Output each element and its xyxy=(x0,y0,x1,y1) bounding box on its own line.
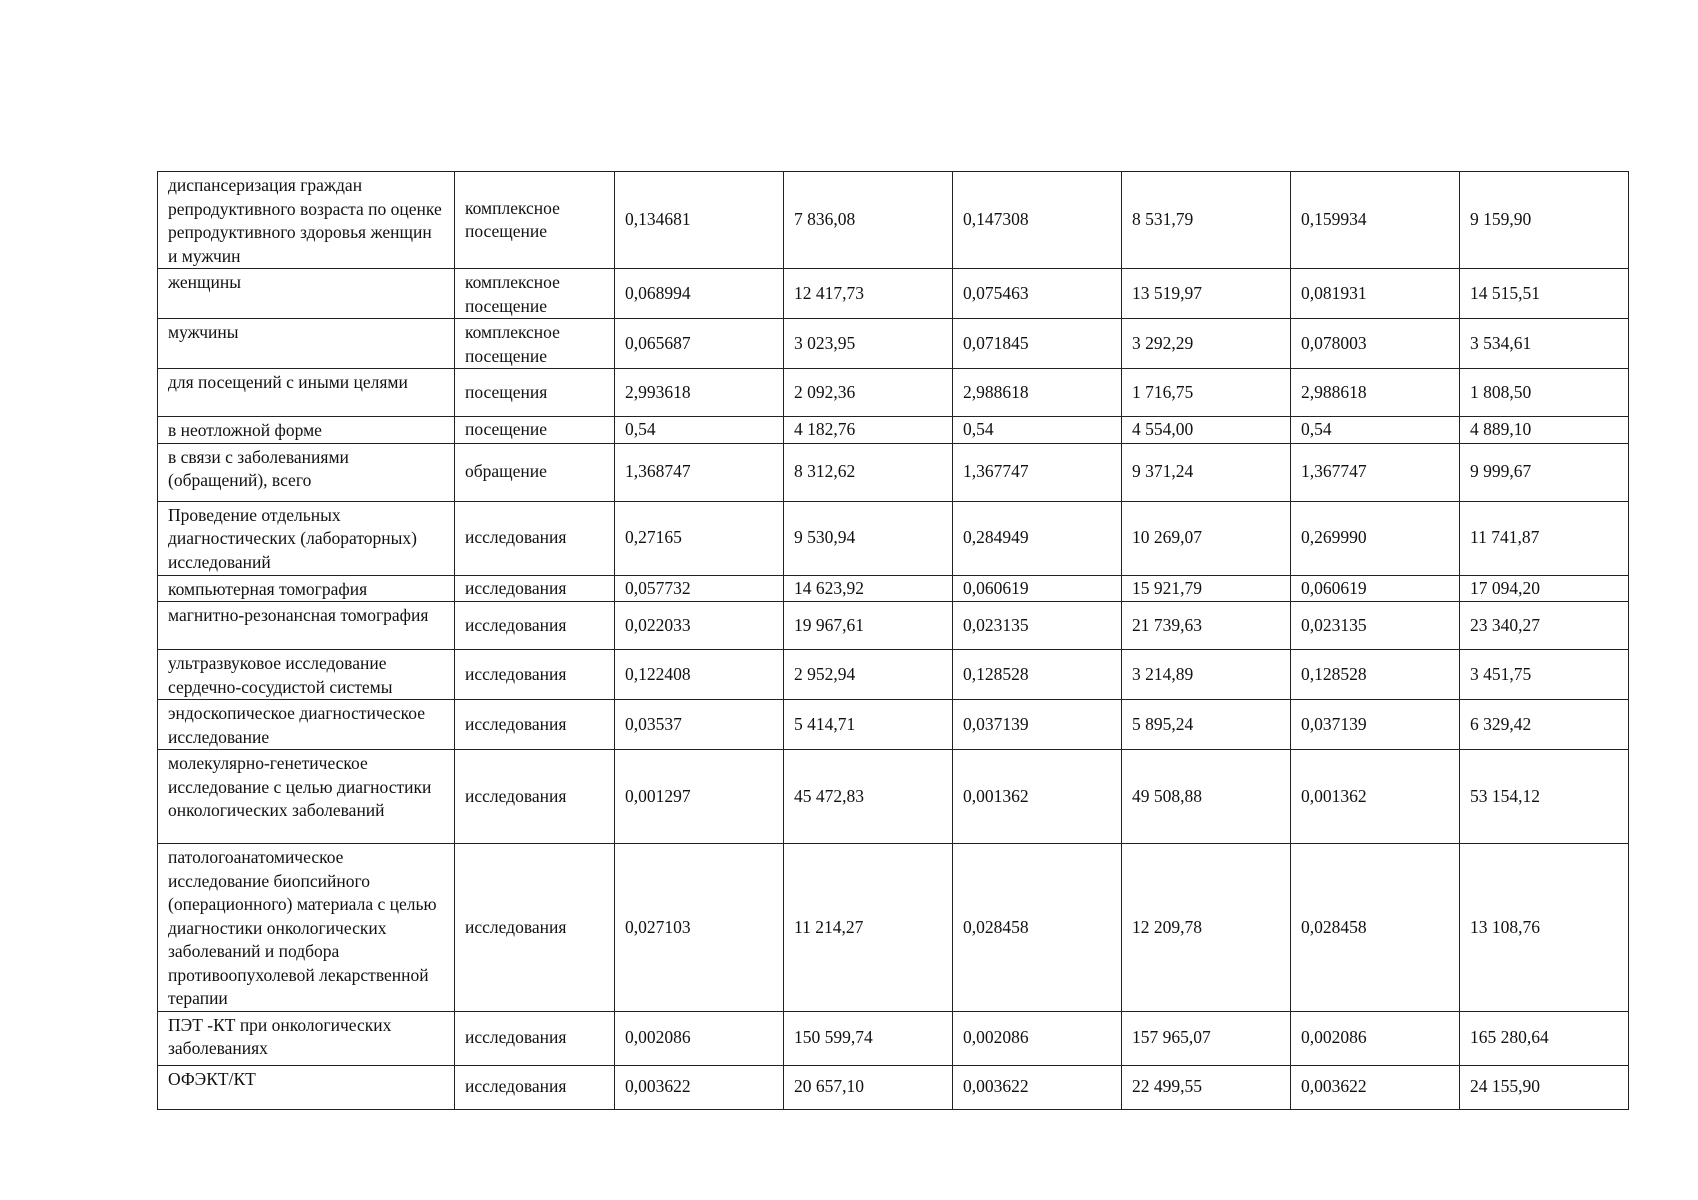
row-value-cell: 3 214,89 xyxy=(1122,650,1291,700)
row-value-cell: 0,028458 xyxy=(1291,844,1460,1012)
row-unit-cell: посещения xyxy=(455,369,615,417)
row-value-cell: 0,03537 xyxy=(615,700,784,750)
row-value-cell: 45 472,83 xyxy=(784,750,953,844)
row-value-cell: 0,269990 xyxy=(1291,501,1460,575)
row-name-cell: магнитно-резонансная томография xyxy=(158,602,455,650)
row-name-cell: ультразвуковое исследование сердечно-сосудистой системы xyxy=(158,650,455,700)
row-value-cell: 2,993618 xyxy=(615,369,784,417)
row-name-cell: Проведение отдельных диагностических (лабораторных) исследований xyxy=(158,501,455,575)
row-value-cell: 13 108,76 xyxy=(1460,844,1629,1012)
data-table xyxy=(157,171,1629,1110)
row-name-cell: эндоскопическое диагностическое исследование xyxy=(158,700,455,750)
row-value-cell: 14 515,51 xyxy=(1460,269,1629,319)
row-value-cell: 0,128528 xyxy=(953,650,1122,700)
row-value-cell: 0,060619 xyxy=(1291,575,1460,602)
table-row xyxy=(158,575,1629,602)
row-value-cell: 3 292,29 xyxy=(1122,319,1291,369)
row-value-cell: 0,134681 xyxy=(615,172,784,269)
row-value-cell: 0,078003 xyxy=(1291,319,1460,369)
row-value-cell: 15 921,79 xyxy=(1122,575,1291,602)
row-value-cell: 0,003622 xyxy=(953,1065,1122,1109)
row-unit-cell: исследования xyxy=(455,575,615,602)
row-value-cell: 7 836,08 xyxy=(784,172,953,269)
row-value-cell: 1,368747 xyxy=(615,443,784,501)
row-value-cell: 0,023135 xyxy=(1291,602,1460,650)
table-row xyxy=(158,319,1629,369)
row-value-cell: 0,003622 xyxy=(1291,1065,1460,1109)
table-row xyxy=(158,750,1629,844)
row-value-cell: 0,54 xyxy=(953,417,1122,444)
table-row xyxy=(158,172,1629,269)
table-row xyxy=(158,269,1629,319)
row-name-cell: диспансеризация граждан репродуктивного возраста по оценке репродуктивного здоровья женщин и мужчин xyxy=(158,172,455,269)
table-body xyxy=(158,172,1629,1110)
row-name-cell: ПЭТ -КТ при онкологических заболеваниях xyxy=(158,1011,455,1065)
row-value-cell: 0,147308 xyxy=(953,172,1122,269)
row-value-cell: 0,122408 xyxy=(615,650,784,700)
row-value-cell: 49 508,88 xyxy=(1122,750,1291,844)
row-value-cell: 11 214,27 xyxy=(784,844,953,1012)
row-value-cell: 9 371,24 xyxy=(1122,443,1291,501)
table-row xyxy=(158,650,1629,700)
row-name-cell: ОФЭКТ/КТ xyxy=(158,1065,455,1109)
row-unit-cell: комплексное посещение xyxy=(455,269,615,319)
row-value-cell: 11 741,87 xyxy=(1460,501,1629,575)
row-value-cell: 5 414,71 xyxy=(784,700,953,750)
row-value-cell: 0,002086 xyxy=(1291,1011,1460,1065)
row-value-cell: 0,002086 xyxy=(615,1011,784,1065)
row-value-cell: 2,988618 xyxy=(953,369,1122,417)
row-value-cell: 0,068994 xyxy=(615,269,784,319)
row-value-cell: 14 623,92 xyxy=(784,575,953,602)
row-value-cell: 21 739,63 xyxy=(1122,602,1291,650)
row-value-cell: 1,367747 xyxy=(953,443,1122,501)
row-name-cell: компьютерная томография xyxy=(158,575,455,602)
row-value-cell: 53 154,12 xyxy=(1460,750,1629,844)
row-unit-cell: обращение xyxy=(455,443,615,501)
row-value-cell: 9 999,67 xyxy=(1460,443,1629,501)
row-value-cell: 0,028458 xyxy=(953,844,1122,1012)
row-value-cell: 20 657,10 xyxy=(784,1065,953,1109)
row-name-cell: женщины xyxy=(158,269,455,319)
row-unit-cell: исследования xyxy=(455,1011,615,1065)
row-value-cell: 6 329,42 xyxy=(1460,700,1629,750)
row-unit-cell: исследования xyxy=(455,501,615,575)
table-row xyxy=(158,369,1629,417)
row-value-cell: 0,001362 xyxy=(953,750,1122,844)
row-value-cell: 4 554,00 xyxy=(1122,417,1291,444)
row-value-cell: 1,367747 xyxy=(1291,443,1460,501)
row-value-cell: 19 967,61 xyxy=(784,602,953,650)
row-value-cell: 0,001362 xyxy=(1291,750,1460,844)
row-unit-cell: исследования xyxy=(455,750,615,844)
table-row xyxy=(158,602,1629,650)
row-name-cell: мужчины xyxy=(158,319,455,369)
row-value-cell: 9 159,90 xyxy=(1460,172,1629,269)
row-value-cell: 3 023,95 xyxy=(784,319,953,369)
row-value-cell: 0,037139 xyxy=(953,700,1122,750)
row-value-cell: 24 155,90 xyxy=(1460,1065,1629,1109)
row-value-cell: 17 094,20 xyxy=(1460,575,1629,602)
row-value-cell: 0,128528 xyxy=(1291,650,1460,700)
row-value-cell: 1 808,50 xyxy=(1460,369,1629,417)
row-value-cell: 8 312,62 xyxy=(784,443,953,501)
row-value-cell: 0,002086 xyxy=(953,1011,1122,1065)
row-value-cell: 0,001297 xyxy=(615,750,784,844)
row-unit-cell: исследования xyxy=(455,1065,615,1109)
row-value-cell: 0,065687 xyxy=(615,319,784,369)
row-value-cell: 150 599,74 xyxy=(784,1011,953,1065)
row-value-cell: 0,003622 xyxy=(615,1065,784,1109)
row-value-cell: 4 889,10 xyxy=(1460,417,1629,444)
row-value-cell: 0,159934 xyxy=(1291,172,1460,269)
row-value-cell: 2 952,94 xyxy=(784,650,953,700)
row-value-cell: 22 499,55 xyxy=(1122,1065,1291,1109)
row-value-cell: 3 451,75 xyxy=(1460,650,1629,700)
row-value-cell: 2 092,36 xyxy=(784,369,953,417)
row-name-cell: для посещений с иными целями xyxy=(158,369,455,417)
row-unit-cell: исследования xyxy=(455,650,615,700)
row-value-cell: 2,988618 xyxy=(1291,369,1460,417)
row-value-cell: 3 534,61 xyxy=(1460,319,1629,369)
row-value-cell: 0,27165 xyxy=(615,501,784,575)
row-value-cell: 4 182,76 xyxy=(784,417,953,444)
row-value-cell: 0,075463 xyxy=(953,269,1122,319)
row-unit-cell: исследования xyxy=(455,844,615,1012)
row-value-cell: 0,081931 xyxy=(1291,269,1460,319)
row-value-cell: 0,284949 xyxy=(953,501,1122,575)
row-value-cell: 5 895,24 xyxy=(1122,700,1291,750)
row-value-cell: 0,071845 xyxy=(953,319,1122,369)
table-row xyxy=(158,1011,1629,1065)
row-value-cell: 0,027103 xyxy=(615,844,784,1012)
row-value-cell: 0,022033 xyxy=(615,602,784,650)
row-value-cell: 0,023135 xyxy=(953,602,1122,650)
row-value-cell: 23 340,27 xyxy=(1460,602,1629,650)
row-name-cell: в неотложной форме xyxy=(158,417,455,444)
row-value-cell: 165 280,64 xyxy=(1460,1011,1629,1065)
row-unit-cell: комплексное посещение xyxy=(455,172,615,269)
table-row xyxy=(158,443,1629,501)
row-unit-cell: исследования xyxy=(455,602,615,650)
row-value-cell: 8 531,79 xyxy=(1122,172,1291,269)
table-row xyxy=(158,1065,1629,1109)
row-value-cell: 12 417,73 xyxy=(784,269,953,319)
row-value-cell: 13 519,97 xyxy=(1122,269,1291,319)
row-value-cell: 9 530,94 xyxy=(784,501,953,575)
row-name-cell: патологоанатомическое исследование биопсийного (операционного) материала с целью диагностики онкологических заболеваний и подбора противоопухолевой лекарственной терапии xyxy=(158,844,455,1012)
table-row xyxy=(158,417,1629,444)
row-value-cell: 0,54 xyxy=(615,417,784,444)
row-name-cell: в связи с заболеваниями (обращений), всего xyxy=(158,443,455,501)
row-unit-cell: посещение xyxy=(455,417,615,444)
row-value-cell: 157 965,07 xyxy=(1122,1011,1291,1065)
row-name-cell: молекулярно-генетическое исследование с целью диагностики онкологических заболеваний xyxy=(158,750,455,844)
table-row xyxy=(158,700,1629,750)
table-row xyxy=(158,844,1629,1012)
row-unit-cell: комплексное посещение xyxy=(455,319,615,369)
row-unit-cell: исследования xyxy=(455,700,615,750)
row-value-cell: 0,037139 xyxy=(1291,700,1460,750)
table-row xyxy=(158,501,1629,575)
row-value-cell: 1 716,75 xyxy=(1122,369,1291,417)
row-value-cell: 0,057732 xyxy=(615,575,784,602)
row-value-cell: 10 269,07 xyxy=(1122,501,1291,575)
row-value-cell: 0,060619 xyxy=(953,575,1122,602)
row-value-cell: 0,54 xyxy=(1291,417,1460,444)
row-value-cell: 12 209,78 xyxy=(1122,844,1291,1012)
